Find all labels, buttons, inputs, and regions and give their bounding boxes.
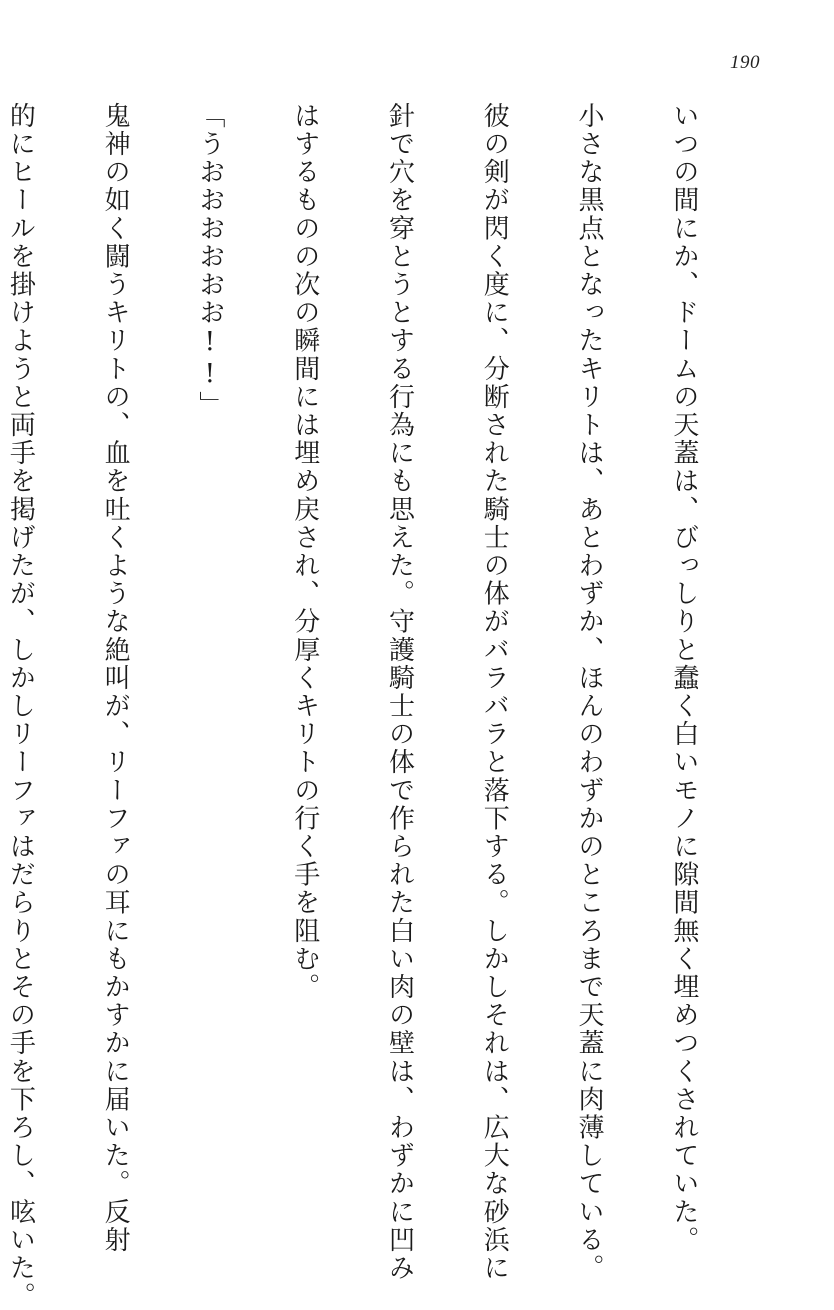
dialogue-line: 「うおおおおおお!!」 xyxy=(194,102,225,420)
page-number: 190 xyxy=(730,52,760,73)
vertical-text-body xyxy=(5,102,762,1310)
text-line: 鬼神の如く闘うキリトの、血を吐くような絶叫が、リーファの耳にもかすかに届いた。反射 xyxy=(100,102,131,1255)
text-line: いつの間にか、ドームの天蓋は、びっしりと蠢く白いモノに隙間無く埋めつくされていた。 xyxy=(668,102,699,1255)
text-line: はするものの次の瞬間には埋め戻され、分厚くキリトの行く手を阻む。 xyxy=(289,102,320,1002)
text-line: 的にヒールを掛けようと両手を掲げたが、しかしリーファはだらりとその手を下ろし、呟いた。 xyxy=(5,102,36,1310)
text-line: 彼の剣が閃く度に、分断された騎士の体がバラバラと落下する。しかしそれは、広大な砂浜に xyxy=(479,102,510,1283)
text-line: 小さな黒点となったキリトは、あとわずか、ほんのわずかのところまで天蓋に肉薄している。 xyxy=(574,102,605,1283)
text-line: 針で穴を穿とうとする行為にも思えた。守護騎士の体で作られた白い肉の壁は、わずかに凹み xyxy=(384,102,415,1283)
